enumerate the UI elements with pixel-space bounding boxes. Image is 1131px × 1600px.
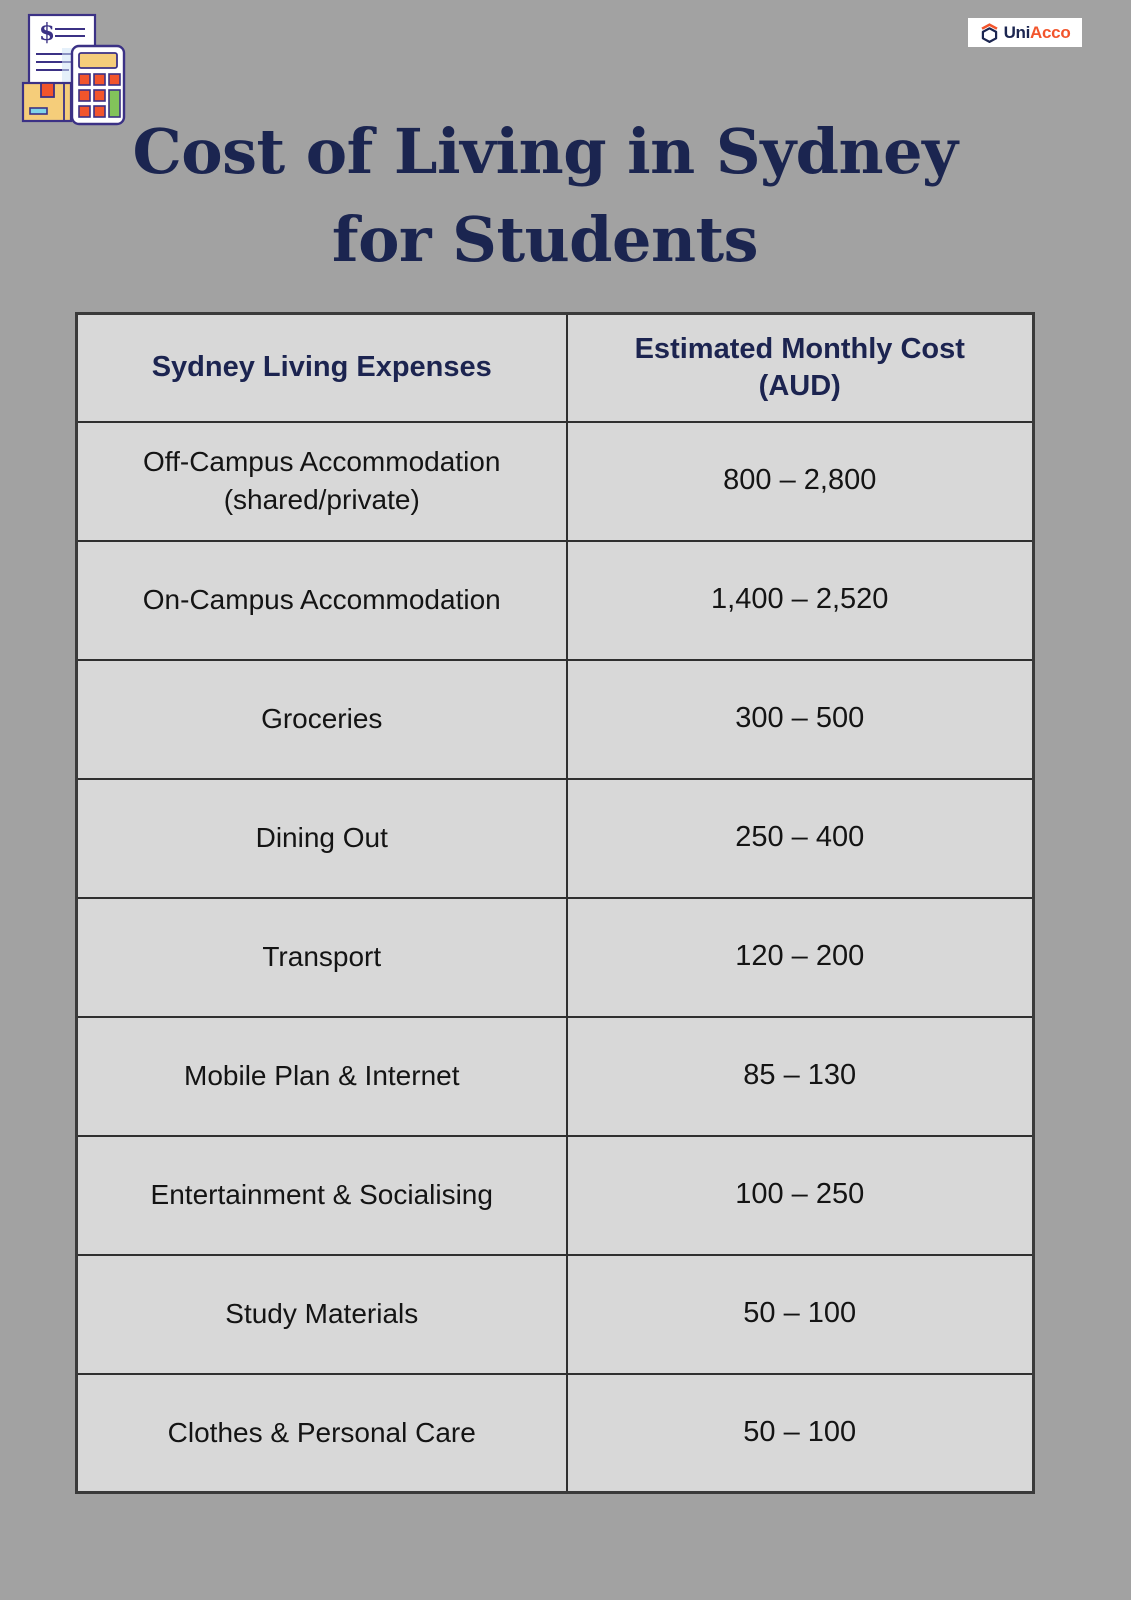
cell-cost: 120 – 200 (567, 898, 1034, 1017)
table-row (77, 1255, 1034, 1374)
svg-text:$: $ (39, 19, 56, 46)
cell-cost: 50 – 100 (567, 1374, 1034, 1493)
cell-expense: Clothes & Personal Care (77, 1374, 567, 1493)
logo-wordmark (1004, 24, 1071, 41)
cell-expense: Mobile Plan & Internet (77, 1017, 567, 1136)
table-header-row (77, 314, 1034, 422)
table-row (77, 660, 1034, 779)
cell-cost: 50 – 100 (567, 1255, 1034, 1374)
table-row (77, 1017, 1034, 1136)
cell-cost: 1,400 – 2,520 (567, 541, 1034, 660)
cell-expense: Study Materials (77, 1255, 567, 1374)
uniacco-logo[interactable] (968, 18, 1082, 47)
cell-expense: Transport (77, 898, 567, 1017)
cell-expense-line1: Off-Campus Accommodation (143, 445, 501, 477)
column-header-expenses: Sydney Living Expenses (77, 314, 567, 422)
cell-cost: 85 – 130 (567, 1017, 1034, 1136)
table-row (77, 541, 1034, 660)
table-body (77, 422, 1034, 1493)
calculator-icon (72, 46, 124, 124)
cost-of-living-table (75, 312, 1035, 1494)
cell-cost: 800 – 2,800 (567, 422, 1034, 541)
table-row (77, 898, 1034, 1017)
illustration-svg (14, 8, 136, 126)
package-box-icon (23, 83, 71, 121)
cell-cost: 100 – 250 (567, 1136, 1034, 1255)
cell-expense: Entertainment & Socialising (77, 1136, 567, 1255)
column-header-cost-line1: Estimated Monthly Cost (634, 332, 965, 365)
house-hexagon-logo-icon (980, 22, 999, 43)
invoice-calculator-box-illustration (14, 8, 136, 126)
cell-expense (77, 422, 567, 541)
cell-expense: Dining Out (77, 779, 567, 898)
table-row (77, 422, 1034, 541)
table-row (77, 779, 1034, 898)
table-row (77, 1136, 1034, 1255)
cell-expense: On-Campus Accommodation (77, 541, 567, 660)
table-row (77, 1374, 1034, 1493)
page-title: Cost of Living in Sydney for Students (132, 115, 958, 277)
logo-word-uni: Uni (1003, 23, 1031, 42)
cell-cost: 250 – 400 (567, 779, 1034, 898)
column-header-cost-line2: (AUD) (758, 369, 841, 402)
cell-expense-line2: (shared/private) (223, 484, 420, 515)
cell-expense: Groceries (77, 660, 567, 779)
cell-cost: 300 – 500 (567, 660, 1034, 779)
logo-word-acco: Acco (1030, 23, 1071, 42)
column-header-cost (567, 314, 1034, 422)
table-header (77, 314, 1034, 422)
